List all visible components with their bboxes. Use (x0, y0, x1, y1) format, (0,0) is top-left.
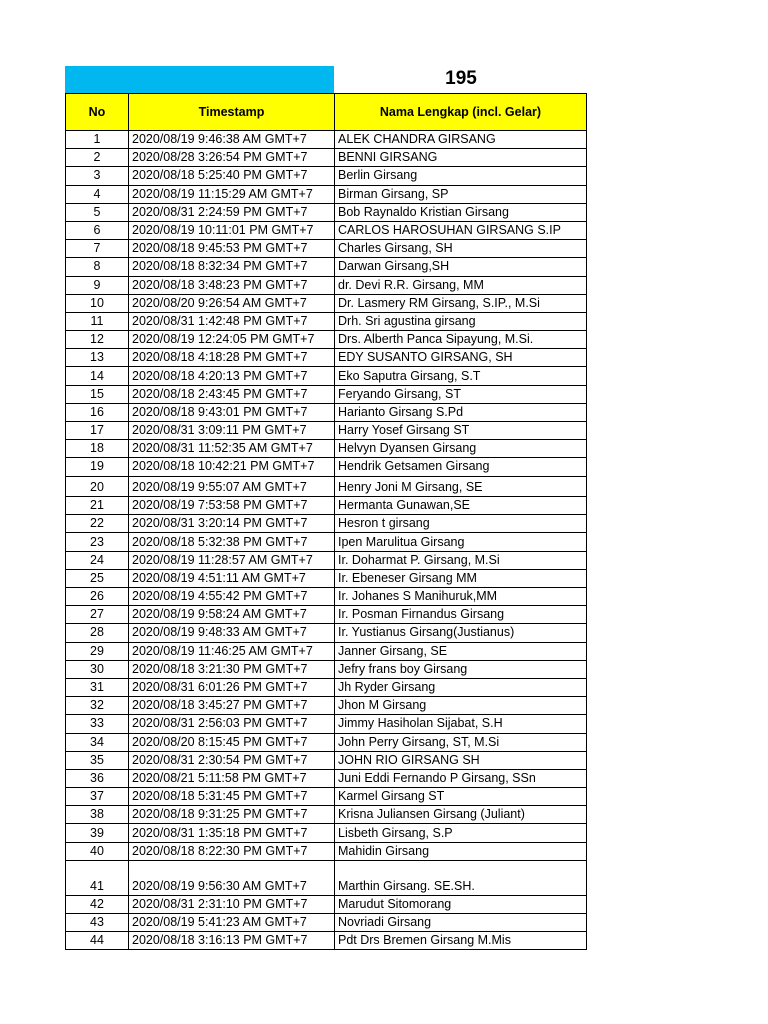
cell-timestamp[interactable]: 2020/08/31 2:30:54 PM GMT+7 (129, 751, 335, 769)
cell-timestamp[interactable]: 2020/08/18 3:45:27 PM GMT+7 (129, 697, 335, 715)
table-row (66, 385, 587, 403)
cell-timestamp[interactable]: 2020/08/19 11:15:29 AM GMT+7 (129, 185, 335, 203)
table-row (66, 476, 587, 497)
cell-timestamp[interactable]: 2020/08/18 2:43:45 PM GMT+7 (129, 385, 335, 403)
table-row (66, 551, 587, 569)
cell-timestamp[interactable]: 2020/08/21 5:11:58 PM GMT+7 (129, 769, 335, 787)
table-row (66, 131, 587, 149)
cell-no[interactable]: 12 (66, 331, 129, 349)
table-row (66, 367, 587, 385)
cell-timestamp[interactable]: 2020/08/18 10:42:21 PM GMT+7 (129, 458, 335, 476)
cell-full-name[interactable]: Henry Joni M Girsang, SE (335, 476, 587, 497)
cell-no[interactable]: 19 (66, 458, 129, 476)
cell-timestamp[interactable]: 2020/08/19 4:55:42 PM GMT+7 (129, 588, 335, 606)
cell-full-name[interactable]: Feryando Girsang, ST (335, 385, 587, 403)
cell-full-name[interactable]: Ir. Ebeneser Girsang MM (335, 569, 587, 587)
cell-no[interactable]: 36 (66, 769, 129, 787)
cell-no[interactable]: 23 (66, 533, 129, 551)
cell-timestamp[interactable]: 2020/08/18 3:21:30 PM GMT+7 (129, 660, 335, 678)
cell-full-name[interactable]: Hendrik Getsamen Girsang (335, 458, 587, 476)
cell-full-name[interactable]: Marthin Girsang. SE.SH. (335, 860, 587, 895)
cell-timestamp[interactable]: 2020/08/31 2:56:03 PM GMT+7 (129, 715, 335, 733)
cell-full-name[interactable]: Mahidin Girsang (335, 842, 587, 860)
cell-timestamp[interactable]: 2020/08/18 5:25:40 PM GMT+7 (129, 167, 335, 185)
table-row (66, 733, 587, 751)
cell-full-name[interactable]: Ir. Johanes S Manihuruk,MM (335, 588, 587, 606)
cell-no[interactable]: 15 (66, 385, 129, 403)
cell-full-name[interactable]: Charles Girsang, SH (335, 240, 587, 258)
cell-timestamp[interactable]: 2020/08/20 9:26:54 AM GMT+7 (129, 294, 335, 312)
cell-timestamp[interactable]: 2020/08/20 8:15:45 PM GMT+7 (129, 733, 335, 751)
cell-no[interactable]: 35 (66, 751, 129, 769)
cell-full-name[interactable]: ALEK CHANDRA GIRSANG (335, 131, 587, 149)
cell-full-name[interactable]: JOHN RIO GIRSANG SH (335, 751, 587, 769)
cell-no[interactable]: 27 (66, 606, 129, 624)
header-timestamp[interactable]: Timestamp (129, 94, 335, 131)
cell-no[interactable]: 4 (66, 185, 129, 203)
table-row (66, 697, 587, 715)
cell-no[interactable]: 25 (66, 569, 129, 587)
table-row (66, 624, 587, 642)
cell-timestamp[interactable]: 2020/08/31 3:20:14 PM GMT+7 (129, 515, 335, 533)
cell-full-name[interactable]: Ipen Marulitua Girsang (335, 533, 587, 551)
table-row (66, 769, 587, 787)
cell-timestamp[interactable]: 2020/08/31 2:31:10 PM GMT+7 (129, 895, 335, 913)
cell-timestamp[interactable]: 2020/08/19 11:46:25 AM GMT+7 (129, 642, 335, 660)
cell-full-name[interactable]: Berlin Girsang (335, 167, 587, 185)
table-row (66, 533, 587, 551)
cell-timestamp[interactable]: 2020/08/18 3:48:23 PM GMT+7 (129, 276, 335, 294)
cell-full-name[interactable]: Harry Yosef Girsang ST (335, 422, 587, 440)
table-row (66, 515, 587, 533)
cell-full-name[interactable]: Jhon M Girsang (335, 697, 587, 715)
cell-timestamp[interactable]: 2020/08/18 5:32:38 PM GMT+7 (129, 533, 335, 551)
cell-timestamp[interactable]: 2020/08/19 11:28:57 AM GMT+7 (129, 551, 335, 569)
cell-full-name[interactable]: Hesron t girsang (335, 515, 587, 533)
cell-no[interactable]: 39 (66, 824, 129, 842)
cell-full-name[interactable]: Pdt Drs Bremen Girsang M.Mis (335, 932, 587, 950)
cell-full-name[interactable]: Lisbeth Girsang, S.P (335, 824, 587, 842)
cell-no[interactable]: 41 (66, 860, 129, 895)
cell-full-name[interactable]: Karmel Girsang ST (335, 788, 587, 806)
cell-timestamp[interactable]: 2020/08/18 4:18:28 PM GMT+7 (129, 349, 335, 367)
table-row (66, 642, 587, 660)
cell-no[interactable]: 7 (66, 240, 129, 258)
cell-timestamp[interactable]: 2020/08/31 1:35:18 PM GMT+7 (129, 824, 335, 842)
table-row (66, 588, 587, 606)
cell-no[interactable]: 37 (66, 788, 129, 806)
cell-full-name[interactable]: Drh. Sri agustina girsang (335, 312, 587, 330)
table-row (66, 824, 587, 842)
cell-no[interactable]: 2 (66, 149, 129, 167)
cell-full-name[interactable]: Jh Ryder Girsang (335, 678, 587, 696)
cell-full-name[interactable]: Novriadi Girsang (335, 914, 587, 932)
header-row (66, 94, 587, 131)
table-row (66, 203, 587, 221)
table-row (66, 569, 587, 587)
cell-no[interactable]: 22 (66, 515, 129, 533)
registrant-table (65, 93, 587, 950)
table-row (66, 312, 587, 330)
header-full-name[interactable]: Nama Lengkap (incl. Gelar) (335, 94, 587, 131)
table-row (66, 497, 587, 515)
cell-no[interactable]: 26 (66, 588, 129, 606)
cell-no[interactable]: 30 (66, 660, 129, 678)
cell-no[interactable]: 38 (66, 806, 129, 824)
cell-timestamp[interactable]: 2020/08/19 7:53:58 PM GMT+7 (129, 497, 335, 515)
table-row (66, 678, 587, 696)
cell-no[interactable]: 10 (66, 294, 129, 312)
cell-full-name[interactable]: Ir. Doharmat P. Girsang, M.Si (335, 551, 587, 569)
cell-full-name[interactable]: Dr. Lasmery RM Girsang, S.IP., M.Si (335, 294, 587, 312)
cell-no[interactable]: 3 (66, 167, 129, 185)
cell-no[interactable]: 32 (66, 697, 129, 715)
cell-timestamp[interactable]: 2020/08/18 9:43:01 PM GMT+7 (129, 403, 335, 421)
header-no[interactable]: No (66, 94, 129, 131)
table-row (66, 294, 587, 312)
cell-no[interactable]: 34 (66, 733, 129, 751)
table-row (66, 914, 587, 932)
cell-timestamp[interactable]: 2020/08/28 3:26:54 PM GMT+7 (129, 149, 335, 167)
cell-timestamp[interactable]: 2020/08/18 5:31:45 PM GMT+7 (129, 788, 335, 806)
cell-no[interactable]: 1 (66, 131, 129, 149)
cell-no[interactable]: 8 (66, 258, 129, 276)
cell-no[interactable]: 9 (66, 276, 129, 294)
cell-full-name[interactable]: Jefry frans boy Girsang (335, 660, 587, 678)
cell-full-name[interactable]: Hermanta Gunawan,SE (335, 497, 587, 515)
cell-timestamp[interactable]: 2020/08/31 2:24:59 PM GMT+7 (129, 203, 335, 221)
table-row (66, 440, 587, 458)
table-row (66, 240, 587, 258)
cell-full-name[interactable]: Marudut Sitomorang (335, 895, 587, 913)
table-row (66, 458, 587, 476)
table-row (66, 276, 587, 294)
cell-full-name[interactable]: Ir. Yustianus Girsang(Justianus) (335, 624, 587, 642)
cell-full-name[interactable]: Janner Girsang, SE (335, 642, 587, 660)
table-row (66, 149, 587, 167)
table-row (66, 842, 587, 860)
table-row (66, 221, 587, 239)
cell-no[interactable]: 42 (66, 895, 129, 913)
cell-no[interactable]: 28 (66, 624, 129, 642)
cell-timestamp[interactable]: 2020/08/19 9:48:33 AM GMT+7 (129, 624, 335, 642)
cell-full-name[interactable]: EDY SUSANTO GIRSANG, SH (335, 349, 587, 367)
cell-no[interactable]: 5 (66, 203, 129, 221)
cell-timestamp[interactable]: 2020/08/18 3:16:13 PM GMT+7 (129, 932, 335, 950)
cell-timestamp[interactable]: 2020/08/18 4:20:13 PM GMT+7 (129, 367, 335, 385)
cell-no[interactable]: 29 (66, 642, 129, 660)
table-row (66, 331, 587, 349)
cell-full-name[interactable]: Jimmy Hasiholan Sijabat, S.H (335, 715, 587, 733)
cell-no[interactable]: 20 (66, 476, 129, 497)
cell-full-name[interactable]: Juni Eddi Fernando P Girsang, SSn (335, 769, 587, 787)
cell-no[interactable]: 33 (66, 715, 129, 733)
cell-no[interactable]: 24 (66, 551, 129, 569)
cell-full-name[interactable]: CARLOS HAROSUHAN GIRSANG S.IP (335, 221, 587, 239)
cell-no[interactable]: 21 (66, 497, 129, 515)
table-row (66, 806, 587, 824)
table-row (66, 751, 587, 769)
table-row (66, 606, 587, 624)
table-row (66, 185, 587, 203)
table-row (66, 715, 587, 733)
cell-no[interactable]: 14 (66, 367, 129, 385)
cell-timestamp[interactable]: 2020/08/19 9:58:24 AM GMT+7 (129, 606, 335, 624)
cell-full-name[interactable]: Krisna Juliansen Girsang (Juliant) (335, 806, 587, 824)
cell-no[interactable]: 13 (66, 349, 129, 367)
cell-full-name[interactable]: Birman Girsang, SP (335, 185, 587, 203)
cell-timestamp[interactable]: 2020/08/19 9:46:38 AM GMT+7 (129, 131, 335, 149)
cell-no[interactable]: 17 (66, 422, 129, 440)
cell-full-name[interactable]: Eko Saputra Girsang, S.T (335, 367, 587, 385)
cell-no[interactable]: 43 (66, 914, 129, 932)
cell-no[interactable]: 31 (66, 678, 129, 696)
cell-full-name[interactable]: Ir. Posman Firnandus Girsang (335, 606, 587, 624)
cell-no[interactable]: 16 (66, 403, 129, 421)
cell-timestamp[interactable]: 2020/08/31 1:42:48 PM GMT+7 (129, 312, 335, 330)
table-row (66, 660, 587, 678)
cell-timestamp[interactable]: 2020/08/19 4:51:11 AM GMT+7 (129, 569, 335, 587)
cell-timestamp[interactable]: 2020/08/18 9:45:53 PM GMT+7 (129, 240, 335, 258)
cell-timestamp[interactable]: 2020/08/19 9:56:30 AM GMT+7 (129, 860, 335, 895)
cell-timestamp[interactable]: 2020/08/31 11:52:35 AM GMT+7 (129, 440, 335, 458)
table-row (66, 860, 587, 895)
cell-timestamp[interactable]: 2020/08/19 9:55:07 AM GMT+7 (129, 476, 335, 497)
cell-timestamp[interactable]: 2020/08/18 9:31:25 PM GMT+7 (129, 806, 335, 824)
cell-timestamp[interactable]: 2020/08/19 5:41:23 AM GMT+7 (129, 914, 335, 932)
cell-no[interactable]: 11 (66, 312, 129, 330)
cell-no[interactable]: 18 (66, 440, 129, 458)
cell-full-name[interactable]: Bob Raynaldo Kristian Girsang (335, 203, 587, 221)
cell-full-name[interactable]: Drs. Alberth Panca Sipayung, M.Si. (335, 331, 587, 349)
table-row (66, 403, 587, 421)
table-row (66, 349, 587, 367)
cell-timestamp[interactable]: 2020/08/18 8:22:30 PM GMT+7 (129, 842, 335, 860)
table-row (66, 422, 587, 440)
cell-no[interactable]: 6 (66, 221, 129, 239)
cell-timestamp[interactable]: 2020/08/19 10:11:01 PM GMT+7 (129, 221, 335, 239)
table-row (66, 895, 587, 913)
table-row (66, 258, 587, 276)
cell-full-name[interactable]: Helvyn Dyansen Girsang (335, 440, 587, 458)
table-row (66, 788, 587, 806)
cell-timestamp[interactable]: 2020/08/31 6:01:26 PM GMT+7 (129, 678, 335, 696)
cell-no[interactable]: 44 (66, 932, 129, 950)
cell-full-name[interactable]: Darwan Girsang,SH (335, 258, 587, 276)
cell-full-name[interactable]: John Perry Girsang, ST, M.Si (335, 733, 587, 751)
highlighted-cell[interactable] (65, 66, 334, 93)
cell-full-name[interactable]: Harianto Girsang S.Pd (335, 403, 587, 421)
cell-full-name[interactable]: BENNI GIRSANG (335, 149, 587, 167)
cell-timestamp[interactable]: 2020/08/18 8:32:34 PM GMT+7 (129, 258, 335, 276)
table-row (66, 932, 587, 950)
cell-timestamp[interactable]: 2020/08/31 3:09:11 PM GMT+7 (129, 422, 335, 440)
total-count: 195 (445, 68, 477, 89)
table-row (66, 167, 587, 185)
cell-no[interactable]: 40 (66, 842, 129, 860)
cell-timestamp[interactable]: 2020/08/19 12:24:05 PM GMT+7 (129, 331, 335, 349)
cell-full-name[interactable]: dr. Devi R.R. Girsang, MM (335, 276, 587, 294)
